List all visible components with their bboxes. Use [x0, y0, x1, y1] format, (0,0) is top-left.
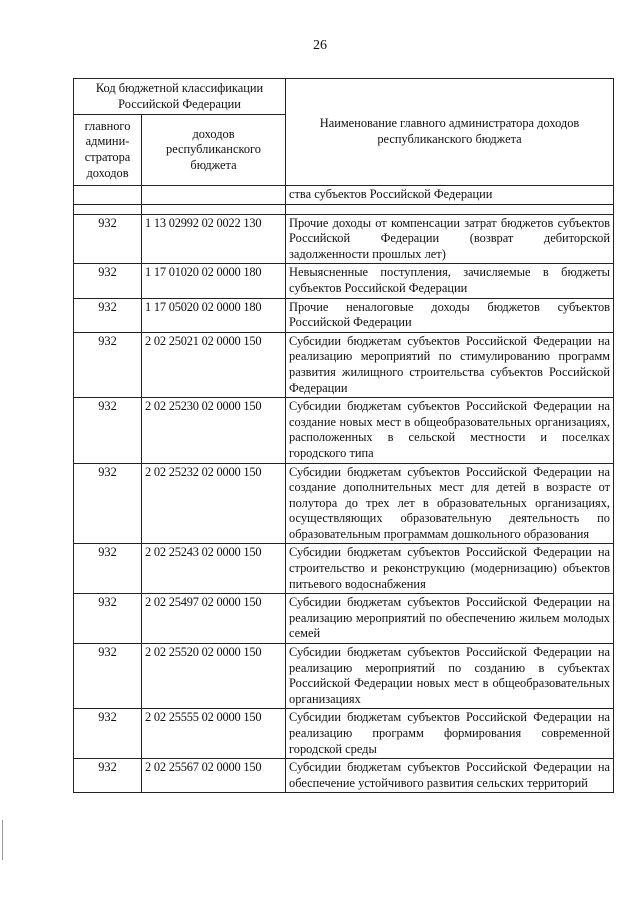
income-name-cell: Субсидии бюджетам субъектов Российской Федерации на создание дополнительных мест для детей в возрасте от полутора до трех лет в образовательных организациях, осуществляющих образовательную деятельность по образовательным программам дошкольного образования [286, 463, 614, 544]
header-admin-column: главного админи-стратора доходов [74, 115, 142, 186]
income-name-cell: Субсидии бюджетам субъектов Российской Федерации на реализацию мероприятий по созданию в субъектах Российской Федерации новых мест в общеобразовательных организациях [286, 644, 614, 709]
table-row [74, 644, 614, 709]
income-code-cell: 2 02 25555 02 0000 150 [142, 709, 286, 759]
continuation-admin-cell [74, 186, 142, 205]
header-income-column: доходов республиканского бюджета [142, 115, 286, 186]
admin-code-cell: 932 [74, 398, 142, 463]
continuation-code-cell [142, 186, 286, 205]
header-group-title: Код бюджетной классификации Российской Федерации [74, 79, 286, 115]
continuation-row [74, 186, 614, 205]
income-code-cell: 2 02 25230 02 0000 150 [142, 398, 286, 463]
header-row-top [74, 79, 614, 115]
table-row [74, 759, 614, 793]
table-row [74, 594, 614, 644]
income-name-cell: Субсидии бюджетам субъектов Российской Федерации на реализацию программ формирования современной городской среды [286, 709, 614, 759]
spacer-row [74, 204, 614, 214]
table-row [74, 332, 614, 397]
income-name-cell: Субсидии бюджетам субъектов Российской Федерации на создание новых мест в общеобразовательных организациях, расположенных в сельской местности и поселках городского типа [286, 398, 614, 463]
table-row [74, 264, 614, 298]
table-row [74, 398, 614, 463]
table-row [74, 463, 614, 544]
admin-code-cell: 932 [74, 264, 142, 298]
spacer-cell [74, 204, 142, 214]
admin-code-cell: 932 [74, 594, 142, 644]
income-name-cell: Субсидии бюджетам субъектов Российской Федерации на реализацию мероприятий по обеспечению жильем молодых семей [286, 594, 614, 644]
admin-code-cell: 932 [74, 709, 142, 759]
spacer-cell [286, 204, 614, 214]
header-name-column: Наименование главного администратора доходов республиканского бюджета [286, 79, 614, 186]
income-code-cell: 2 02 25243 02 0000 150 [142, 544, 286, 594]
income-name-cell: Субсидии бюджетам субъектов Российской Федерации на строительство и реконструкцию (модернизацию) объектов питьевого водоснабжения [286, 544, 614, 594]
income-code-cell: 1 13 02992 02 0022 130 [142, 214, 286, 264]
income-code-cell: 1 17 01020 02 0000 180 [142, 264, 286, 298]
admin-code-cell: 932 [74, 463, 142, 544]
admin-code-cell: 932 [74, 214, 142, 264]
admin-code-cell: 932 [74, 644, 142, 709]
income-name-cell: Прочие доходы от компенсации затрат бюджетов субъектов Российской Федерации (возврат дебиторской задолженности прошлых лет) [286, 214, 614, 264]
table-body [74, 214, 614, 793]
income-code-cell: 2 02 25567 02 0000 150 [142, 759, 286, 793]
income-code-cell: 2 02 25232 02 0000 150 [142, 463, 286, 544]
continuation-name-cell: ства субъектов Российской Федерации [286, 186, 614, 205]
table-row [74, 709, 614, 759]
income-name-cell: Прочие неналоговые доходы бюджетов субъектов Российской Федерации [286, 298, 614, 332]
table-row [74, 544, 614, 594]
income-name-cell: Субсидии бюджетам субъектов Российской Федерации на реализацию мероприятий по стимулированию программ развития жилищного строительства субъектов Российской Федерации [286, 332, 614, 397]
income-code-cell: 2 02 25497 02 0000 150 [142, 594, 286, 644]
table-row [74, 214, 614, 264]
income-name-cell: Невыясненные поступления, зачисляемые в бюджеты субъектов Российской Федерации [286, 264, 614, 298]
income-code-cell: 2 02 25520 02 0000 150 [142, 644, 286, 709]
spacer-cell [142, 204, 286, 214]
table-row [74, 298, 614, 332]
income-code-cell: 2 02 25021 02 0000 150 [142, 332, 286, 397]
admin-code-cell: 932 [74, 544, 142, 594]
page-number: 26 [313, 38, 327, 53]
budget-classification-table [73, 78, 614, 793]
scan-edge-mark [2, 820, 3, 860]
admin-code-cell: 932 [74, 759, 142, 793]
admin-code-cell: 932 [74, 332, 142, 397]
income-code-cell: 1 17 05020 02 0000 180 [142, 298, 286, 332]
admin-code-cell: 932 [74, 298, 142, 332]
income-name-cell: Субсидии бюджетам субъектов Российской Федерации на обеспечение устойчивого развития сельских территорий [286, 759, 614, 793]
